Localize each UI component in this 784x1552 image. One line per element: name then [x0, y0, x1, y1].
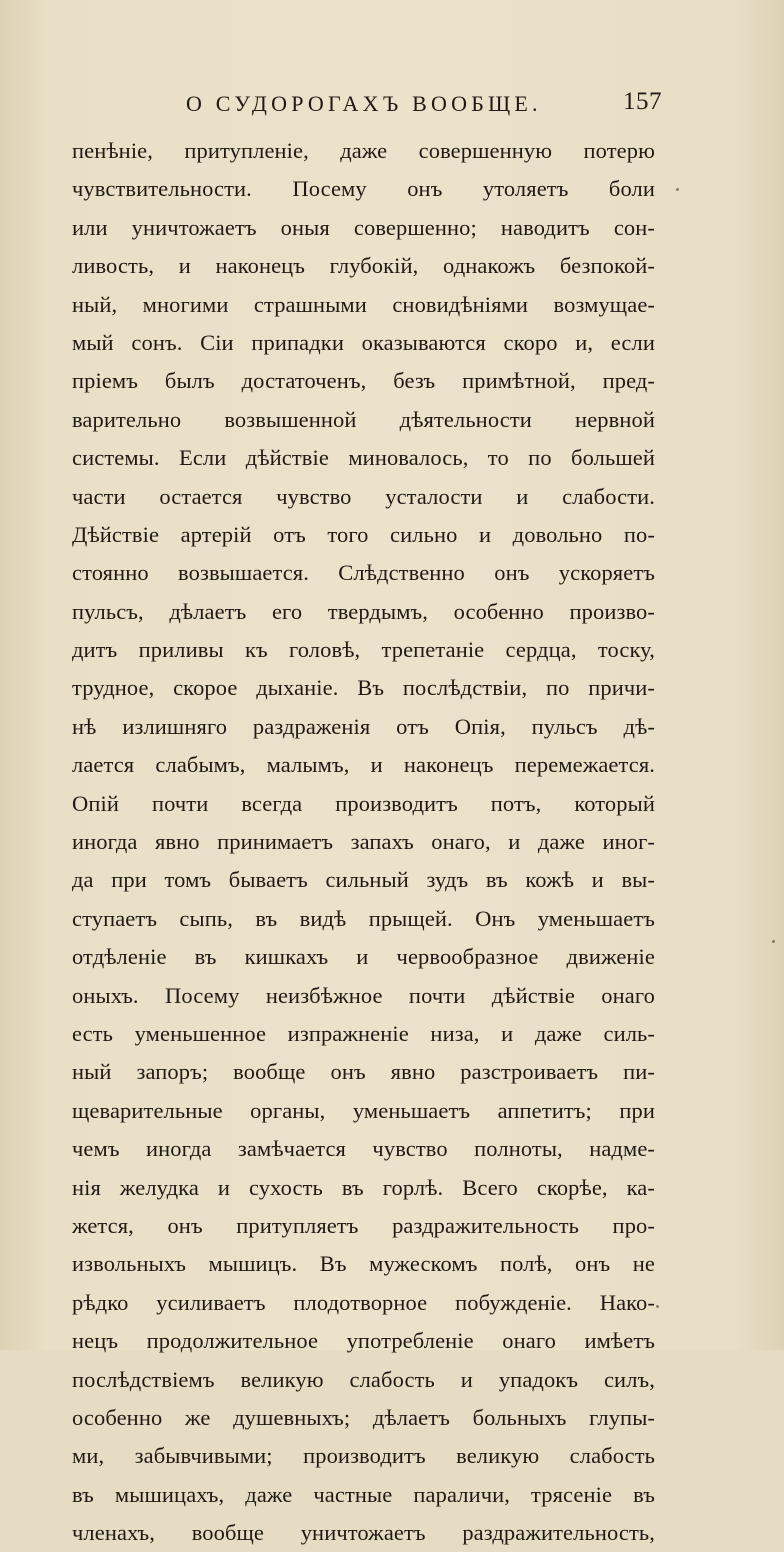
text-line: системы. Если дѣйствіе миновалось, то по большей [72, 445, 655, 471]
text-line: ступаетъ сыпь, въ видѣ прыщей. Онъ уменьшаетъ [72, 905, 655, 931]
text-line: членахъ, вообще уничтожаетъ раздражительность, [72, 1520, 655, 1546]
text-line: части остается чувство усталости и слабости. [72, 483, 655, 509]
text-line: нія желудка и сухость въ горлѣ. Всего скорѣе, ка- [72, 1174, 655, 1200]
text-line: жется, онъ притупляетъ раздражительность про- [72, 1212, 655, 1238]
text-line: мый сонъ. Сіи припадки оказываются скоро и, если [72, 329, 655, 355]
paper-speck [772, 940, 775, 943]
text-line: отдѣленіе въ кишкахъ и червообразное движеніе [72, 944, 655, 970]
page-number: 157 [623, 88, 662, 115]
text-line: оныхъ. Посему неизбѣжное почти дѣйствіе онаго [72, 982, 655, 1008]
text-line: Опій почти всегда производитъ потъ, который [72, 790, 655, 816]
text-line: ливость, и наконецъ глубокій, однакожъ безпокой- [72, 253, 655, 279]
text-line: или уничтожаетъ оныя совершенно; наводитъ сон- [72, 214, 655, 240]
text-line: послѣдствіемъ великую слабость и упадокъ силъ, [72, 1366, 655, 1392]
paper-speck [676, 188, 679, 191]
text-line: иногда явно принимаетъ запахъ онаго, и даже иног- [72, 829, 655, 855]
text-line: ный, многими страшными сновидѣніями возмущае- [72, 291, 655, 317]
text-line: щеварительные органы, уменьшаетъ аппетитъ; при [72, 1097, 655, 1123]
text-line: есть уменьшенное изпражненіе низа, и даже силь- [72, 1020, 655, 1046]
text-line: въ мышицахъ, даже частные параличи, трясеніе въ [72, 1481, 655, 1507]
running-head: О СУДОРОГАХЪ ВООБЩЕ. [186, 91, 542, 116]
text-line: лается слабымъ, малымъ, и наконецъ перемежается. [72, 752, 655, 778]
text-line: пріемъ былъ достаточенъ, безъ примѣтной, пред- [72, 368, 655, 394]
text-line: нецъ продолжительное употребленіе онаго имѣетъ [72, 1328, 655, 1354]
page-header [74, 88, 674, 128]
text-line: трудное, скорое дыханіе. Въ послѣдствіи, по причи- [72, 675, 655, 701]
text-line: да при томъ бываетъ сильный зудъ въ кожѣ и вы- [72, 867, 655, 893]
text-line: извольныхъ мышицъ. Въ мужескомъ полѣ, онъ не [72, 1251, 655, 1277]
text-line: пульсъ, дѣлаетъ его твердымъ, особенно произво- [72, 598, 655, 624]
text-line: дитъ приливы къ головѣ, трепетаніе сердца, тоску, [72, 637, 655, 663]
text-line: Дѣйствіе артерій отъ того сильно и довольно по- [72, 521, 655, 547]
body-text [72, 132, 655, 1552]
text-line: стоянно возвышается. Слѣдственно онъ ускоряетъ [72, 560, 655, 586]
text-line: ный запоръ; вообще онъ явно разстроиваетъ пи- [72, 1059, 655, 1085]
text-line: нѣ излишняго раздраженія отъ Опія, пульсъ дѣ- [72, 713, 655, 739]
text-line: чемъ иногда замѣчается чувство полноты, надме- [72, 1136, 655, 1162]
text-line: рѣдко усиливаетъ плодотворное побужденіе. Нако- [72, 1289, 655, 1315]
text-line: особенно же душевныхъ; дѣлаетъ больныхъ глупы- [72, 1404, 655, 1430]
text-line: ми, забывчивыми; производитъ великую слабость [72, 1443, 655, 1469]
text-line: варительно возвышенной дѣятельности нервной [72, 406, 655, 432]
text-line: чувствительности. Посему онъ утоляетъ боли [72, 176, 655, 202]
text-line: пенѣніе, притупленіе, даже совершенную потерю [72, 138, 655, 163]
paper-speck [656, 1305, 659, 1308]
